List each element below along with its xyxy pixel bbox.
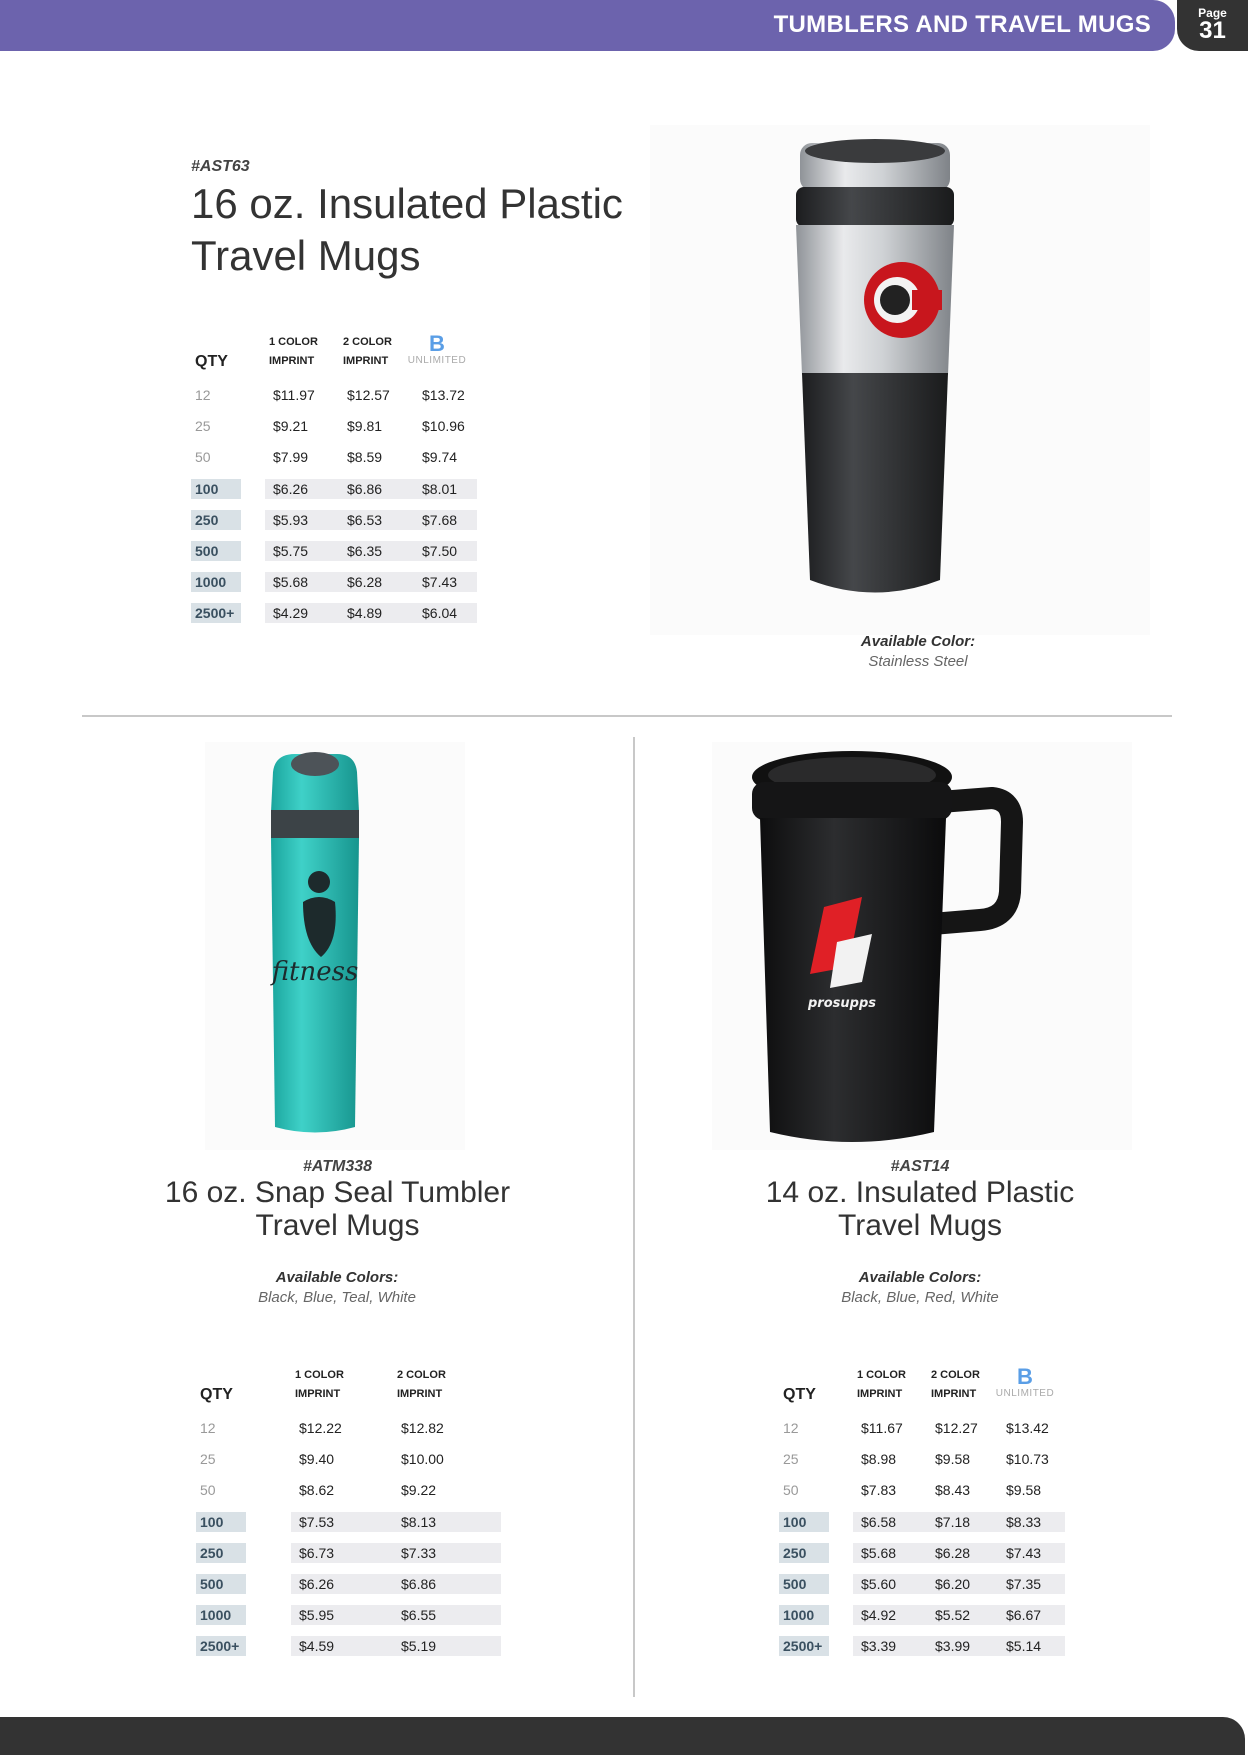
unlimited-b-icon: B <box>1017 1364 1033 1389</box>
qty-cell: 500 <box>779 1574 829 1594</box>
price-cell-2: $7.33 <box>401 1545 437 1561</box>
price-cell-3: $6.04 <box>422 605 458 621</box>
price-cell-1: $4.59 <box>299 1638 335 1654</box>
page-tab <box>1177 0 1248 51</box>
section-title: TUMBLERS AND TRAVEL MUGS <box>773 11 1151 38</box>
table-row <box>196 1418 486 1438</box>
price-cell-2: $10.00 <box>401 1451 444 1467</box>
qty-cell: 50 <box>195 449 211 465</box>
price-cell-1: $7.99 <box>273 449 309 465</box>
table-row <box>779 1512 1071 1532</box>
footer-bar <box>0 1717 1245 1755</box>
qty-cell: 50 <box>783 1482 799 1498</box>
price-cell-1: $7.83 <box>861 1482 897 1498</box>
product-title: 16 oz. Snap Seal Tumbler Travel Mugs <box>164 1176 511 1242</box>
qty-cell: 1000 <box>779 1605 829 1625</box>
table-row <box>191 447 483 467</box>
qty-cell: 2500+ <box>196 1636 246 1656</box>
table-row <box>779 1605 1071 1625</box>
prosupps-imprint: prosupps <box>808 996 876 1011</box>
product-image-ast14 <box>712 742 1132 1150</box>
table-row <box>191 541 483 561</box>
price-cell-1: $4.92 <box>861 1607 897 1623</box>
price-cell-2: $8.59 <box>347 449 383 465</box>
price-cell-2: $9.81 <box>347 418 383 434</box>
qty-cell: 25 <box>195 418 211 434</box>
qty-cell: 25 <box>783 1451 799 1467</box>
qty-cell: 100 <box>191 479 241 499</box>
price-cell-2: $12.27 <box>935 1420 978 1436</box>
price-cell-1: $6.73 <box>299 1545 335 1561</box>
col-1-color-header: 1 COLOR IMPRINT <box>857 1369 906 1400</box>
price-cell-1: $5.95 <box>299 1607 335 1623</box>
product-title: 16 oz. Insulated Plastic Travel Mugs <box>191 180 623 279</box>
price-cell-2: $6.20 <box>935 1576 971 1592</box>
price-cell-3: $7.35 <box>1006 1576 1042 1592</box>
price-cell-2: $3.99 <box>935 1638 971 1654</box>
price-cell-1: $5.68 <box>861 1545 897 1561</box>
price-cell-1: $5.93 <box>273 512 309 528</box>
product-sku: #ATM338 <box>302 1158 373 1175</box>
qty-cell: 1000 <box>191 572 241 592</box>
table-row <box>191 510 483 530</box>
table-row <box>196 1605 486 1625</box>
price-cell-1: $7.53 <box>299 1514 335 1530</box>
price-cell-2: $6.35 <box>347 543 383 559</box>
price-cell-1: $3.39 <box>861 1638 897 1654</box>
price-cell-2: $6.53 <box>347 512 383 528</box>
price-table-ast14 <box>779 1366 1079 1656</box>
qty-cell: 25 <box>200 1451 216 1467</box>
price-cell-2: $8.13 <box>401 1514 437 1530</box>
qty-cell: 100 <box>196 1512 246 1532</box>
price-cell-1: $9.40 <box>299 1451 335 1467</box>
qty-cell: 500 <box>191 541 241 561</box>
qty-cell: 12 <box>195 387 211 403</box>
price-cell-3: $7.68 <box>422 512 458 528</box>
price-cell-2: $9.22 <box>401 1482 437 1498</box>
price-cell-3: $7.43 <box>1006 1545 1042 1561</box>
col-2-color-header: 2 COLOR IMPRINT <box>931 1369 980 1400</box>
teal-tumbler-image <box>205 742 465 1150</box>
product-ast14-heading <box>690 1158 1150 1242</box>
qty-cell: 250 <box>196 1543 246 1563</box>
price-cell-1: $8.98 <box>861 1451 897 1467</box>
qty-header: QTY <box>195 353 228 370</box>
price-cell-3: $9.58 <box>1006 1482 1042 1498</box>
qty-cell: 100 <box>779 1512 829 1532</box>
col-2-color-header: 2 COLOR IMPRINT <box>397 1369 446 1400</box>
price-cell-1: $6.26 <box>273 481 309 497</box>
qty-cell: 12 <box>200 1420 216 1436</box>
price-cell-2: $6.28 <box>347 574 383 590</box>
unlimited-b-icon: B <box>429 331 445 356</box>
table-row <box>196 1449 486 1469</box>
price-cell-3: $8.33 <box>1006 1514 1042 1530</box>
price-cell-1: $5.68 <box>273 574 309 590</box>
price-cell-1: $11.97 <box>273 387 315 403</box>
price-cell-3: $7.43 <box>422 574 458 590</box>
product-atm338-heading <box>95 1158 580 1242</box>
price-cell-1: $9.21 <box>273 418 309 434</box>
price-cell-1: $4.29 <box>273 605 309 621</box>
qty-cell: 500 <box>196 1574 246 1594</box>
table-row <box>779 1636 1071 1656</box>
qty-cell: 1000 <box>196 1605 246 1625</box>
price-cell-2: $6.86 <box>347 481 383 497</box>
fitness-imprint: fitness <box>271 957 359 987</box>
product-ast63-heading <box>191 158 651 282</box>
price-cell-2: $7.18 <box>935 1514 971 1530</box>
availability-ast63: Available Color: Stainless Steel <box>860 633 976 670</box>
table-row <box>779 1574 1071 1594</box>
qty-cell: 50 <box>200 1482 216 1498</box>
price-cell-2: $6.86 <box>401 1576 437 1592</box>
product-image-ast63 <box>650 125 1150 635</box>
table-row <box>191 603 483 623</box>
table-row <box>191 416 483 436</box>
price-cell-3: $7.50 <box>422 543 458 559</box>
price-cell-3: $10.96 <box>422 418 465 434</box>
qty-cell: 2500+ <box>191 603 241 623</box>
table-row <box>196 1512 486 1532</box>
black-handle-mug-image <box>712 742 1132 1150</box>
table-row <box>779 1449 1071 1469</box>
price-cell-1: $6.26 <box>299 1576 335 1592</box>
price-cell-2: $8.43 <box>935 1482 971 1498</box>
qty-cell: 2500+ <box>779 1636 829 1656</box>
table-row <box>196 1636 486 1656</box>
unlimited-logo: B UNLIMITED <box>404 333 470 367</box>
table-row <box>191 572 483 592</box>
table-row <box>191 479 483 499</box>
table-row <box>779 1480 1071 1500</box>
product-title: 14 oz. Insulated Plastic Travel Mugs <box>765 1176 1075 1242</box>
qty-cell: 12 <box>783 1420 799 1436</box>
price-cell-2: $5.19 <box>401 1638 437 1654</box>
price-cell-1: $6.58 <box>861 1514 897 1530</box>
col-2-color-header: 2 COLOR IMPRINT <box>343 336 392 367</box>
price-table-atm338 <box>196 1366 496 1656</box>
product-sku: #AST14 <box>890 1158 950 1175</box>
price-cell-3: $6.67 <box>1006 1607 1042 1623</box>
table-row <box>779 1418 1071 1438</box>
section-divider <box>82 715 1172 717</box>
qty-header: QTY <box>200 1386 233 1403</box>
price-cell-1: $5.75 <box>273 543 309 559</box>
qty-cell: 250 <box>191 510 241 530</box>
price-cell-3: $13.42 <box>1006 1420 1049 1436</box>
table-row <box>196 1574 486 1594</box>
price-cell-2: $4.89 <box>347 605 383 621</box>
table-row <box>196 1543 486 1563</box>
price-cell-2: $9.58 <box>935 1451 971 1467</box>
price-cell-1: $11.67 <box>861 1420 903 1436</box>
price-cell-3: $10.73 <box>1006 1451 1049 1467</box>
availability-ast14: Available Colors: Black, Blue, Red, White <box>841 1269 999 1306</box>
price-cell-2: $12.57 <box>347 387 390 403</box>
price-table-ast63 <box>191 333 491 623</box>
column-divider <box>633 737 635 1697</box>
col-1-color-header: 1 COLOR IMPRINT <box>269 336 318 367</box>
page-label: Page <box>1198 6 1227 20</box>
price-cell-3: $13.72 <box>422 387 465 403</box>
price-cell-2: $12.82 <box>401 1420 444 1436</box>
stainless-travel-mug-image <box>650 125 1150 635</box>
product-image-atm338 <box>205 742 465 1150</box>
price-cell-3: $9.74 <box>422 449 458 465</box>
col-1-color-header: 1 COLOR IMPRINT <box>295 1369 344 1400</box>
availability-atm338: Available Colors: Black, Blue, Teal, White <box>258 1269 416 1306</box>
price-cell-1: $5.60 <box>861 1576 897 1592</box>
table-row <box>779 1543 1071 1563</box>
price-cell-1: $12.22 <box>299 1420 342 1436</box>
table-row <box>196 1480 486 1500</box>
price-cell-1: $8.62 <box>299 1482 335 1498</box>
product-sku: #AST63 <box>191 158 250 175</box>
price-cell-3: $5.14 <box>1006 1638 1042 1654</box>
qty-cell: 250 <box>779 1543 829 1563</box>
page-number: 31 <box>1199 17 1226 44</box>
price-cell-2: $5.52 <box>935 1607 971 1623</box>
qty-header: QTY <box>783 1386 816 1403</box>
unlimited-logo: B UNLIMITED <box>992 1366 1058 1400</box>
price-cell-2: $6.55 <box>401 1607 437 1623</box>
price-cell-2: $6.28 <box>935 1545 971 1561</box>
price-cell-3: $8.01 <box>422 481 458 497</box>
header-bar <box>0 0 1175 51</box>
table-row <box>191 385 483 405</box>
